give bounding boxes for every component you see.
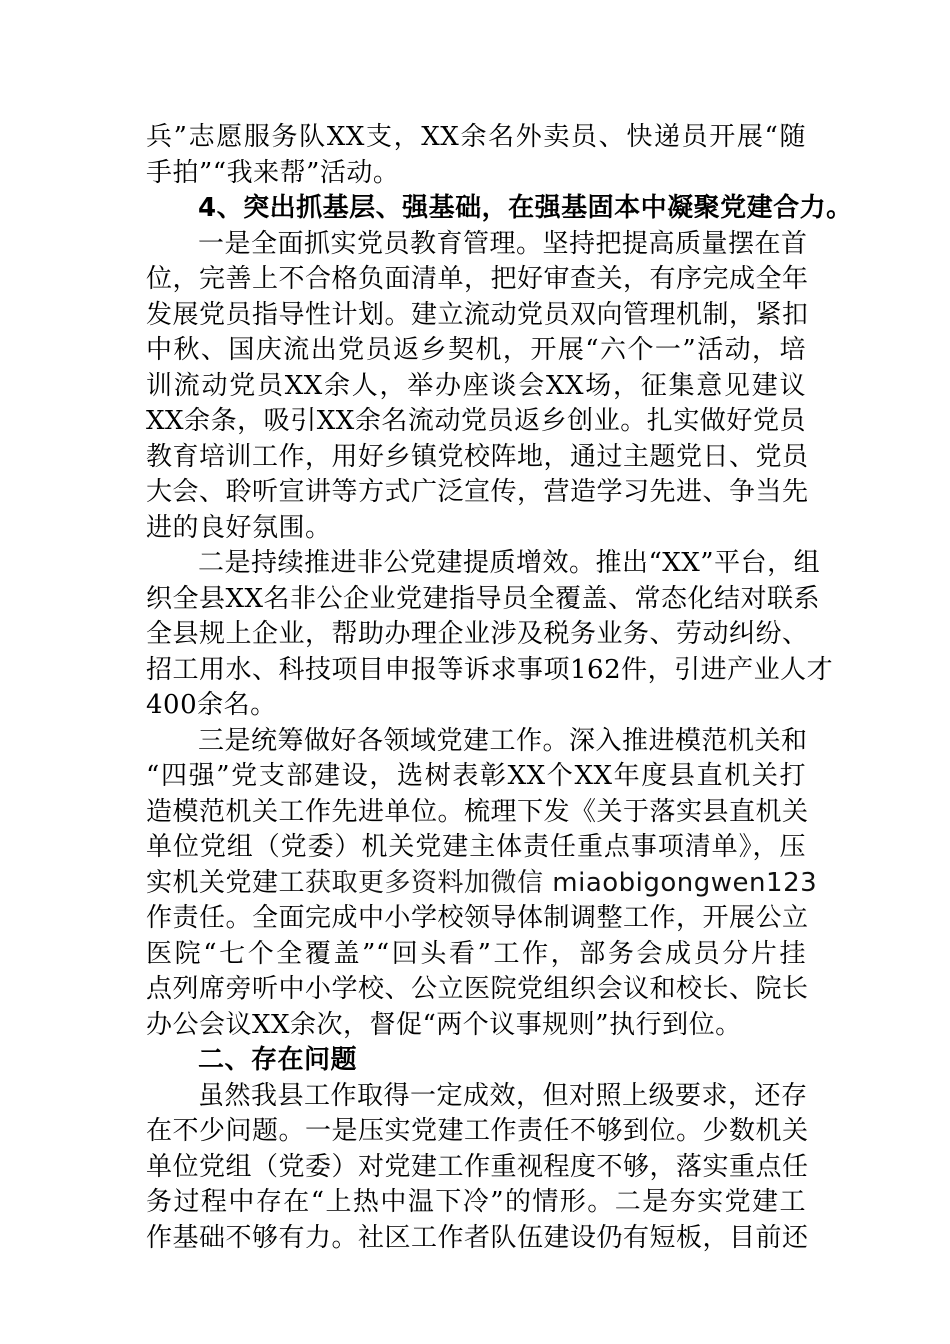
text-line: 单位党组（党委）对党建工作重视程度不够，落实重点任: [146, 1152, 809, 1182]
text-line-with-watermark: [146, 867, 818, 899]
text-line: 位，完善上不合格负面清单，把好审查关，有序完成全年: [146, 264, 809, 294]
section-heading: 二、存在问题: [198, 1045, 358, 1075]
text-line: 三是统筹做好各领域党建工作。深入推进模范机关和: [198, 726, 808, 756]
text-line: 点列席旁听中小学校、公立医院党组织会议和校长、院长: [146, 974, 809, 1004]
text-line: “四强”党支部建设，选树表彰XX个XX年度县直机关打: [146, 761, 806, 791]
text-line: 虽然我县工作取得一定成效，但对照上级要求，还存: [198, 1081, 808, 1111]
text-line: 办公会议XX余次，督促“两个议事规则”执行到位。: [146, 1010, 742, 1040]
text-line: 全县规上企业，帮助办理企业涉及税务业务、劳动纠纷、: [146, 619, 809, 649]
text-line: 二是持续推进非公党建提质增效。推出“XX”平台，组: [198, 548, 821, 578]
text-line: 在不少问题。一是压实党建工作责任不够到位。少数机关: [146, 1116, 809, 1146]
text-line: 单位党组（党委）机关党建主体责任重点事项清单》，压: [146, 832, 806, 862]
watermark: 获取更多资料加微信 miaobigongwen123: [305, 868, 818, 898]
text-line: 作责任。全面完成中小学校领导体制调整工作，开展公立: [146, 903, 809, 933]
text-fragment: 实机关党建工: [146, 868, 306, 898]
text-line: 招工用水、科技项目申报等诉求事项162件，引进产业人才: [146, 655, 834, 685]
text-line: 发展党员指导性计划。建立流动党员双向管理机制，紧扣: [146, 300, 809, 330]
text-line: 400余名。: [146, 690, 277, 720]
text-line: 手拍”“我来帮”活动。: [146, 158, 400, 188]
text-line: XX余条，吸引XX余名流动党员返乡创业。扎实做好党员: [146, 406, 806, 436]
text-line: 造模范机关工作先进单位。梳理下发《关于落实县直机关: [146, 797, 809, 827]
text-line: 医院“七个全覆盖”“回头看”工作，部务会成员分片挂: [146, 939, 806, 969]
text-line: 作基础不够有力。社区工作者队伍建设仍有短板，目前还: [146, 1223, 809, 1253]
text-line: 教育培训工作，用好乡镇党校阵地，通过主题党日、党员: [146, 442, 809, 472]
text-line: 中秋、国庆流出党员返乡契机，开展“六个一”活动，培: [146, 335, 806, 365]
text-line: 织全县XX名非公企业党建指导员全覆盖、常态化结对联系: [146, 584, 821, 614]
text-line: 务过程中存在“上热中温下冷”的情形。二是夯实党建工: [146, 1187, 806, 1217]
text-line: 训流动党员XX余人，举办座谈会XX场，征集意见建议: [146, 371, 806, 401]
text-line: 大会、聆听宣讲等方式广泛宣传，营造学习先进、争当先: [146, 477, 809, 507]
text-line: 一是全面抓实党员教育管理。坚持把提高质量摆在首: [198, 229, 808, 259]
section-heading: 4、突出抓基层、强基础，在强基固本中凝聚党建合力。: [198, 193, 853, 223]
text-line: 兵”志愿服务队XX支，XX余名外卖员、快递员开展“随: [146, 122, 806, 152]
text-line: 进的良好氛围。: [146, 513, 332, 543]
